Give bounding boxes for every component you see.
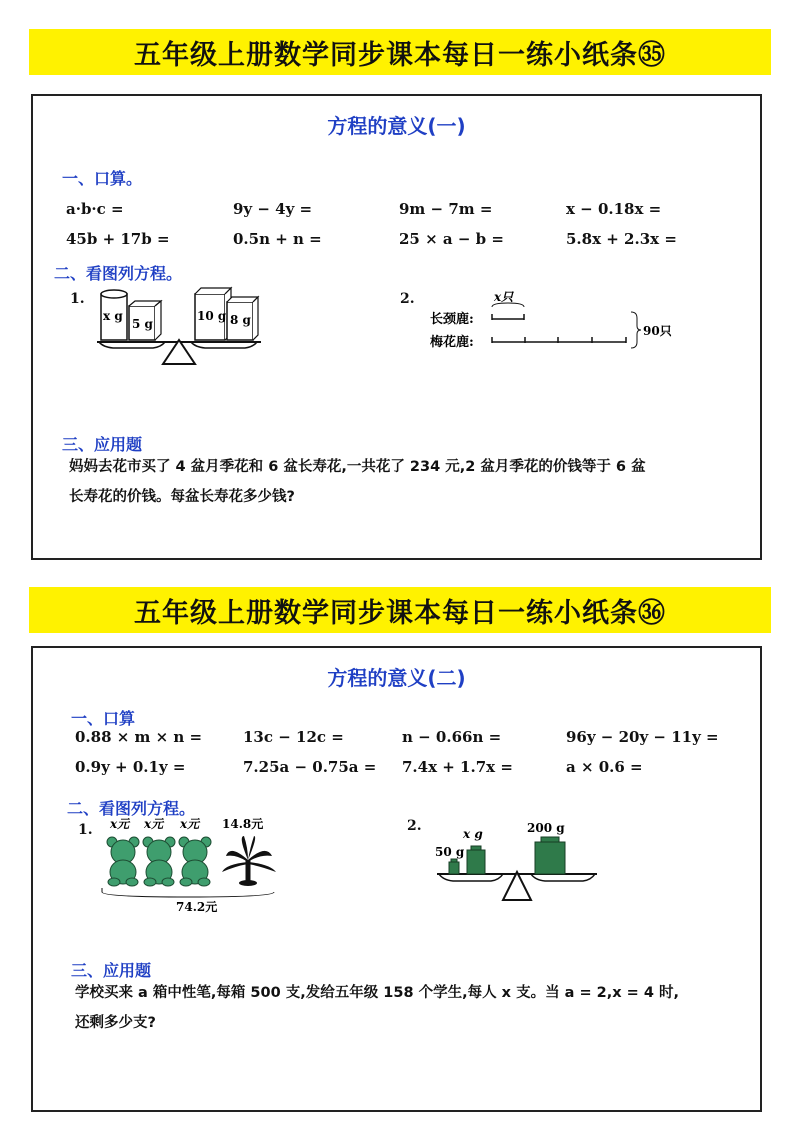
bears-and-plant-figure <box>98 814 283 914</box>
label-plant-price: 14.8元 <box>222 817 264 831</box>
label-x-only-35: x只 <box>494 290 514 304</box>
label-200g-36: 200 g <box>527 821 565 835</box>
calc-36-4: 96y − 20y − 11y = <box>566 728 719 746</box>
sheet-36-section-oral: 一、口算 <box>71 709 136 728</box>
calc-35-2: 9y − 4y = <box>233 200 313 218</box>
calc-35-6: 0.5n + n = <box>233 230 322 248</box>
segment-diagram-35 <box>428 286 693 356</box>
problem-35-line-2: 长寿花的价钱。每盆长寿花多少钱? <box>69 489 295 505</box>
sheet-35-section-oral: 一、口算。 <box>62 169 143 188</box>
bear-3-icon <box>179 837 211 886</box>
calc-36-1: 0.88 × m × n = <box>75 728 203 746</box>
calc-35-4: x − 0.18x = <box>566 200 662 218</box>
label-giraffe-35: 长颈鹿: <box>430 312 474 327</box>
label-50g-36: 50 g <box>435 845 465 859</box>
label-8g-35: 8 g <box>230 313 251 327</box>
calc-35-1: a·b·c = <box>66 200 124 218</box>
calc-36-8: a × 0.6 = <box>566 758 643 776</box>
problem-35-line-1: 妈妈去花市买了 4 盆月季花和 6 盆长寿花,一共花了 234 元,2 盆月季花的价钱等于 6 盆 <box>69 459 646 475</box>
sheet-36-section-equation: 二、看图列方程。 <box>67 799 196 818</box>
sheet-36-card <box>31 646 762 1112</box>
label-xg-36: x g <box>463 827 483 841</box>
sheet-35-title: 方程的意义(一) <box>327 114 466 138</box>
problem-36-line-1: 学校买来 a 箱中性笔,每箱 500 支,发给五年级 158 个学生,每人 x 支。当 a = 2,x = 4 时, <box>75 985 679 1001</box>
calc-35-5: 45b + 17b = <box>66 230 170 248</box>
label-bear2-price: x元 <box>144 817 164 831</box>
calc-36-3: n − 0.66n = <box>402 728 502 746</box>
calc-35-3: 9m − 7m = <box>399 200 493 218</box>
sheet-35-section-equation: 二、看图列方程。 <box>54 264 183 283</box>
p1-36-number: 1. <box>78 822 93 838</box>
sheet-35-card <box>31 94 762 560</box>
balance-scale-35 <box>93 284 283 366</box>
plant-icon <box>222 836 276 886</box>
label-90-35: 90只 <box>643 324 672 338</box>
calc-35-7: 25 × a − b = <box>399 230 504 248</box>
p1-35-number: 1. <box>70 291 85 307</box>
sheet-35-section-word: 三、应用题 <box>62 435 143 454</box>
sheet-36-title: 方程的意义(二) <box>327 666 466 690</box>
bear-2-icon <box>143 837 175 886</box>
label-5g-35: 5 g <box>132 317 153 331</box>
label-bear1-price: x元 <box>110 817 130 831</box>
label-deer-35: 梅花鹿: <box>430 335 474 350</box>
label-bear3-price: x元 <box>180 817 200 831</box>
bear-1-icon <box>107 837 139 886</box>
banner-36: 五年级上册数学同步课本每日一练小纸条㊱ <box>29 587 771 633</box>
balance-scale-36 <box>433 816 613 904</box>
banner-35: 五年级上册数学同步课本每日一练小纸条㉟ <box>29 29 771 75</box>
calc-36-2: 13c − 12c = <box>243 728 344 746</box>
calc-36-6: 7.25a − 0.75a = <box>243 758 377 776</box>
calc-36-7: 7.4x + 1.7x = <box>402 758 513 776</box>
label-10g-35: 10 g <box>197 309 227 323</box>
calc-36-5: 0.9y + 0.1y = <box>75 758 186 776</box>
problem-36-line-2: 还剩多少支? <box>75 1015 156 1031</box>
p2-35-number: 2. <box>400 291 415 307</box>
p2-36-number: 2. <box>407 818 422 834</box>
calc-35-8: 5.8x + 2.3x = <box>566 230 677 248</box>
sheet-36-section-word: 三、应用题 <box>71 961 152 980</box>
label-total-742: 74.2元 <box>176 900 218 914</box>
label-xg-35: x g <box>103 309 123 323</box>
